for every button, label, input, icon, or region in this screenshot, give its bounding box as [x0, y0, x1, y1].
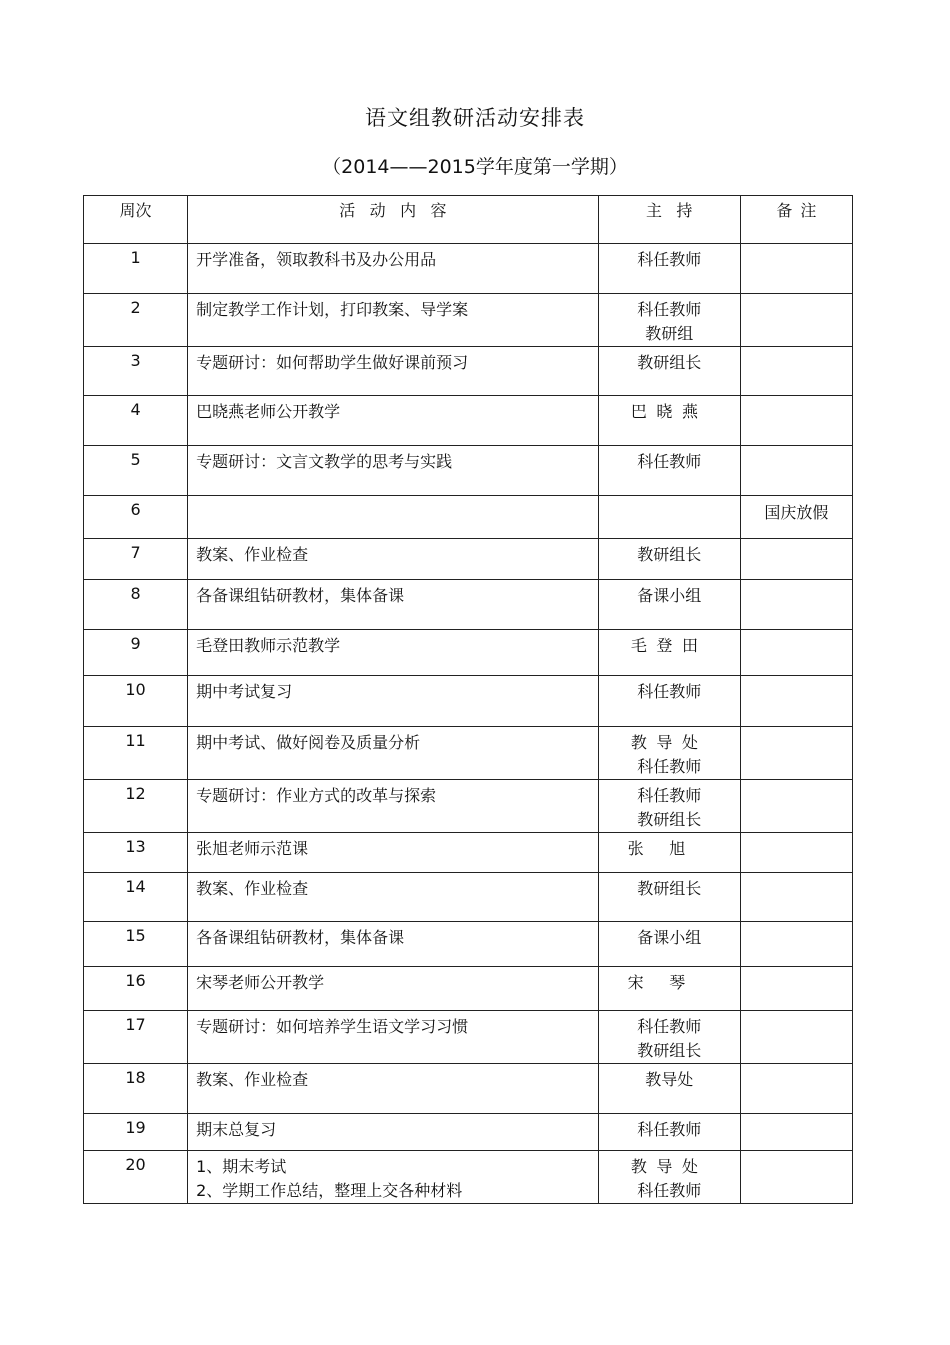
- week-cell: 15: [84, 922, 188, 967]
- host-line: 备课小组: [637, 586, 702, 605]
- table-row: [84, 967, 853, 1011]
- host-line: 张旭: [627, 839, 711, 858]
- host-cell: [598, 539, 740, 580]
- activity-line: 毛登田教师示范教学: [196, 636, 341, 655]
- table-row: [84, 676, 853, 727]
- activity-cell: [188, 244, 599, 294]
- page-title: 语文组教研活动安排表: [365, 106, 585, 130]
- note-cell: [740, 1064, 852, 1114]
- activity-cell: [188, 446, 599, 496]
- page-subtitle: （2014——2015学年度第一学期）: [322, 156, 628, 178]
- table-row: [84, 630, 853, 676]
- host-line: 教导处: [630, 1157, 708, 1176]
- activity-cell: [188, 539, 599, 580]
- host-cell: [598, 446, 740, 496]
- host-line: 教研组长: [637, 545, 702, 564]
- host-line: 教研组长: [637, 810, 702, 829]
- note-cell: [740, 1114, 852, 1151]
- note-cell: [740, 446, 852, 496]
- host-line: 科任教师: [637, 300, 702, 319]
- note-cell: [740, 922, 852, 967]
- week-cell: 11: [84, 727, 188, 780]
- header-activity: 活动内容: [188, 196, 599, 244]
- table-row: [84, 446, 853, 496]
- note-cell: [740, 967, 852, 1011]
- activity-cell: [188, 676, 599, 727]
- week-cell: 9: [84, 630, 188, 676]
- week-cell: 1: [84, 244, 188, 294]
- note-cell: [740, 244, 852, 294]
- week-cell: 7: [84, 539, 188, 580]
- note-cell: [740, 780, 852, 833]
- activity-cell: [188, 1151, 599, 1204]
- header-host: 主持: [598, 196, 740, 244]
- host-line: 科任教师: [637, 682, 702, 701]
- host-cell: [598, 496, 740, 539]
- host-line: 巴晓燕: [630, 402, 708, 421]
- host-line: 毛登田: [630, 636, 708, 655]
- host-line: 教研组长: [637, 1041, 702, 1060]
- host-cell: [598, 1114, 740, 1151]
- host-cell: [598, 873, 740, 922]
- table-row: [84, 1151, 853, 1204]
- table-row: [84, 347, 853, 396]
- activity-cell: [188, 580, 599, 630]
- schedule-table: [83, 195, 853, 1204]
- activity-line: 期中考试、做好阅卷及质量分析: [196, 733, 421, 752]
- header-note: 备注: [740, 196, 852, 244]
- table-row: [84, 539, 853, 580]
- host-cell: [598, 580, 740, 630]
- week-cell: 10: [84, 676, 188, 727]
- host-cell: [598, 294, 740, 347]
- note-cell: [740, 727, 852, 780]
- activity-cell: [188, 1011, 599, 1064]
- header-week: 周次: [84, 196, 188, 244]
- host-line: 科任教师: [637, 1181, 702, 1200]
- table-row: [84, 580, 853, 630]
- activity-line: 各备课组钻研教材，集体备课: [196, 586, 405, 605]
- table-row: [84, 833, 853, 873]
- activity-line: 期中考试复习: [196, 682, 293, 701]
- host-line: 科任教师: [637, 786, 702, 805]
- week-cell: 2: [84, 294, 188, 347]
- activity-line: 巴晓燕老师公开教学: [196, 402, 341, 421]
- activity-cell: [188, 967, 599, 1011]
- activity-line: 期末总复习: [196, 1120, 277, 1139]
- week-cell: 16: [84, 967, 188, 1011]
- activity-line: 专题研讨：作业方式的改革与探索: [196, 786, 437, 805]
- activity-line: 专题研讨：如何帮助学生做好课前预习: [196, 353, 469, 372]
- host-line: 教导处: [630, 733, 708, 752]
- host-cell: [598, 1011, 740, 1064]
- activity-line: 教案、作业检查: [196, 879, 309, 898]
- note-cell: [740, 294, 852, 347]
- host-cell: [598, 1064, 740, 1114]
- activity-line: 开学准备，领取教科书及办公用品: [196, 250, 437, 269]
- host-cell: [598, 676, 740, 727]
- week-cell: 14: [84, 873, 188, 922]
- host-cell: [598, 833, 740, 873]
- host-cell: [598, 396, 740, 446]
- activity-line: 教案、作业检查: [196, 545, 309, 564]
- table-row: [84, 1114, 853, 1151]
- host-line: 教研组: [645, 324, 694, 343]
- host-line: 科任教师: [637, 250, 702, 269]
- activity-line: 1、期末考试: [196, 1157, 287, 1176]
- table-row: [84, 496, 853, 539]
- host-cell: [598, 1151, 740, 1204]
- activity-cell: [188, 1064, 599, 1114]
- host-line: 科任教师: [637, 1120, 702, 1139]
- activity-line: 专题研讨：文言文教学的思考与实践: [196, 452, 453, 471]
- week-cell: 5: [84, 446, 188, 496]
- activity-cell: [188, 922, 599, 967]
- activity-cell: [188, 294, 599, 347]
- note-cell: [740, 396, 852, 446]
- host-line: 备课小组: [637, 928, 702, 947]
- host-line: 教导处: [645, 1070, 694, 1089]
- activity-line: 制定教学工作计划，打印教案、导学案: [196, 300, 469, 319]
- week-cell: 17: [84, 1011, 188, 1064]
- host-cell: [598, 967, 740, 1011]
- host-line: 科任教师: [637, 757, 702, 776]
- activity-cell: [188, 727, 599, 780]
- note-cell: [740, 347, 852, 396]
- table-row: [84, 396, 853, 446]
- activity-line: 2、学期工作总结，整理上交各种材料: [196, 1181, 463, 1200]
- activity-line: 教案、作业检查: [196, 1070, 309, 1089]
- table-row: [84, 1011, 853, 1064]
- activity-cell: [188, 347, 599, 396]
- host-cell: [598, 922, 740, 967]
- host-line: 教研组长: [637, 353, 702, 372]
- week-cell: 4: [84, 396, 188, 446]
- note-cell: 国庆放假: [740, 496, 852, 539]
- activity-line: 宋琴老师公开教学: [196, 973, 325, 992]
- activity-cell: [188, 873, 599, 922]
- note-cell: [740, 833, 852, 873]
- note-cell: [740, 676, 852, 727]
- table-row: [84, 727, 853, 780]
- host-cell: [598, 780, 740, 833]
- week-cell: 8: [84, 580, 188, 630]
- week-cell: 12: [84, 780, 188, 833]
- activity-cell: [188, 396, 599, 446]
- activity-cell: [188, 1114, 599, 1151]
- week-cell: 6: [84, 496, 188, 539]
- host-line: 宋琴: [627, 973, 711, 992]
- table-row: [84, 873, 853, 922]
- note-cell: [740, 630, 852, 676]
- activity-cell: [188, 780, 599, 833]
- note-cell: [740, 1151, 852, 1204]
- week-cell: 20: [84, 1151, 188, 1204]
- activity-line: 张旭老师示范课: [196, 839, 309, 858]
- table-body: [84, 244, 853, 1204]
- host-cell: [598, 244, 740, 294]
- table-row: [84, 922, 853, 967]
- table-row: [84, 1064, 853, 1114]
- activity-line: 各备课组钻研教材，集体备课: [196, 928, 405, 947]
- week-cell: 13: [84, 833, 188, 873]
- note-cell: [740, 580, 852, 630]
- note-cell: [740, 1011, 852, 1064]
- note-cell: [740, 539, 852, 580]
- week-cell: 19: [84, 1114, 188, 1151]
- activity-line: 专题研讨：如何培养学生语文学习习惯: [196, 1017, 469, 1036]
- table-row: [84, 244, 853, 294]
- host-cell: [598, 630, 740, 676]
- note-cell: [740, 873, 852, 922]
- host-line: 科任教师: [637, 452, 702, 471]
- host-line: 教研组长: [637, 879, 702, 898]
- week-cell: 3: [84, 347, 188, 396]
- activity-cell: [188, 496, 599, 539]
- activity-cell: [188, 833, 599, 873]
- table-row: [84, 294, 853, 347]
- host-line: 科任教师: [637, 1017, 702, 1036]
- table-row: [84, 780, 853, 833]
- table-header-row: [84, 196, 853, 244]
- host-cell: [598, 347, 740, 396]
- host-cell: [598, 727, 740, 780]
- activity-cell: [188, 630, 599, 676]
- week-cell: 18: [84, 1064, 188, 1114]
